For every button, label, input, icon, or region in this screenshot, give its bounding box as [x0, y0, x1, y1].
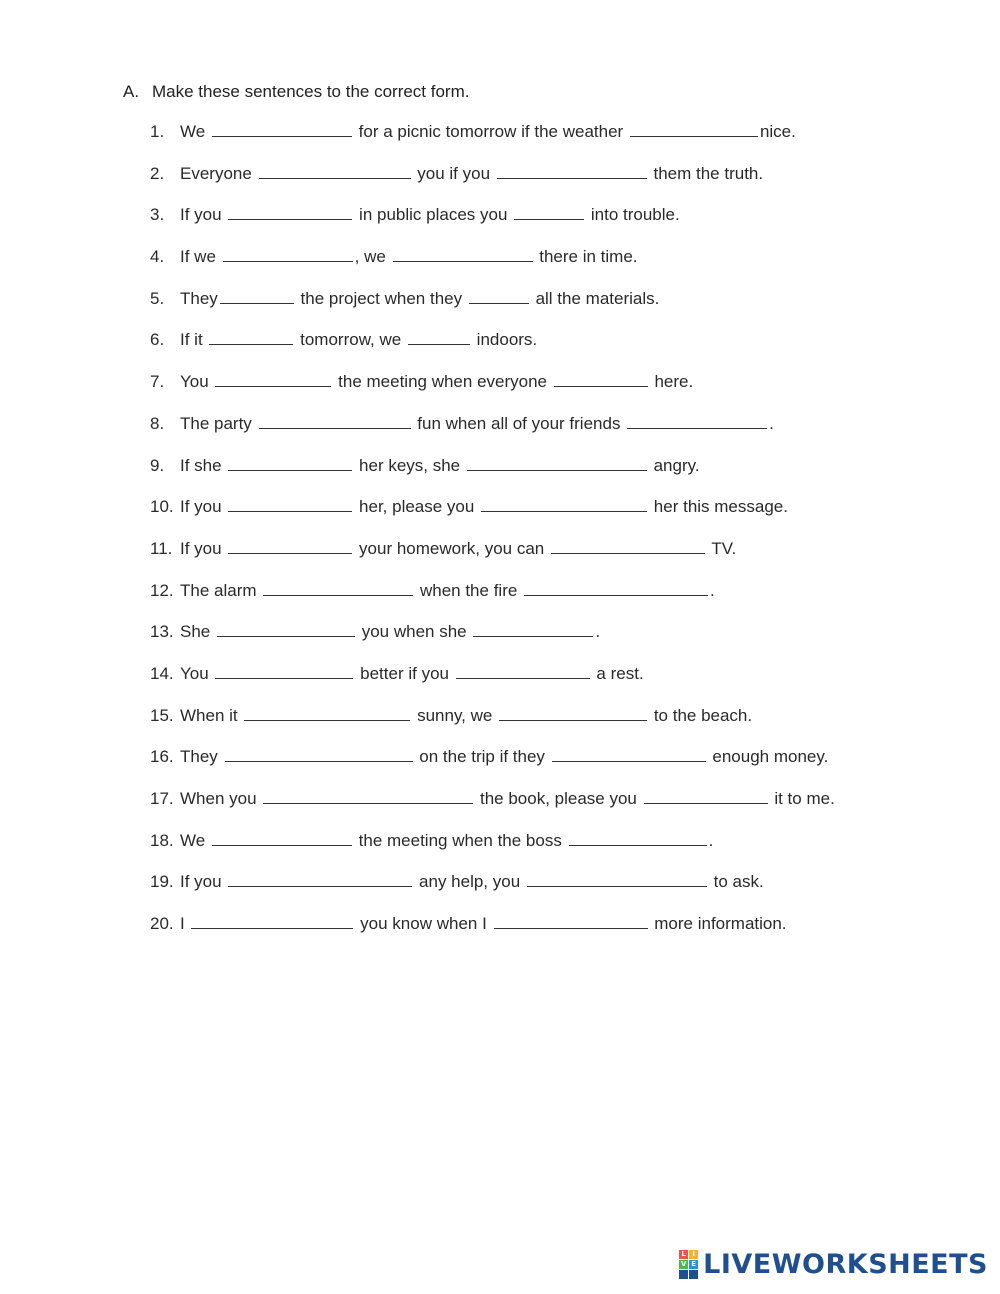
item-number: 2. [150, 163, 165, 183]
sentence-text: When it [180, 705, 243, 725]
logo-block: I [689, 1250, 698, 1259]
answer-blank[interactable] [569, 828, 707, 846]
item-number: 9. [150, 455, 165, 475]
sentence-text: it to me. [769, 789, 835, 808]
sentence-text: We [180, 122, 210, 141]
logo-text: LIVEWORKSHEETS [703, 1249, 988, 1280]
sentence-text: If it [180, 330, 208, 350]
sentence-text: her this message. [649, 497, 788, 517]
sentence-text: there in time. [534, 247, 638, 267]
answer-blank[interactable] [627, 411, 767, 429]
exercise-list [150, 119, 835, 953]
exercise-item [150, 453, 835, 495]
item-sentence [180, 744, 828, 770]
item-sentence [180, 244, 638, 270]
exercise-item [150, 786, 835, 828]
sentence-text: you know when I [355, 914, 492, 934]
answer-blank[interactable] [217, 619, 355, 637]
exercise-item [150, 619, 835, 661]
item-number: 12. [150, 580, 174, 600]
item-number: 14. [150, 663, 174, 683]
item-sentence [180, 286, 659, 312]
answer-blank[interactable] [644, 786, 768, 804]
exercise-item [150, 286, 835, 328]
sentence-text: to the beach. [649, 705, 753, 725]
answer-blank[interactable] [499, 703, 647, 721]
sentence-text: nice. [759, 122, 796, 141]
exercise-item [150, 828, 835, 870]
sentence-text: . [710, 580, 715, 600]
item-number: 20. [150, 914, 174, 934]
sentence-text: tomorrow, we [295, 330, 406, 350]
sentence-text: the meeting when everyone [333, 372, 552, 392]
answer-blank[interactable] [551, 536, 705, 554]
sentence-text: . [595, 622, 601, 642]
sentence-text: sunny, we [412, 705, 498, 725]
answer-blank[interactable] [263, 578, 413, 596]
item-number: 6. [150, 330, 165, 350]
sentence-text: . [708, 830, 714, 850]
answer-blank[interactable] [552, 744, 706, 762]
sentence-text: enough money. [707, 747, 829, 767]
sentence-text: If you [180, 497, 227, 517]
answer-blank[interactable] [408, 327, 470, 345]
logo-block [679, 1270, 688, 1279]
section-instruction: Make these sentences to the correct form. [152, 82, 470, 101]
answer-blank[interactable] [469, 286, 529, 304]
answer-blank[interactable] [497, 161, 647, 179]
sentence-text: The alarm [180, 580, 262, 600]
exercise-item [150, 244, 835, 286]
exercise-item [150, 703, 835, 745]
sentence-text: I [180, 914, 190, 934]
section-heading [123, 82, 469, 102]
sentence-text: If she [180, 455, 227, 475]
answer-blank[interactable] [473, 619, 593, 637]
sentence-text: a rest. [591, 663, 644, 683]
item-sentence [180, 869, 764, 895]
sentence-text: They [180, 288, 218, 308]
item-number: 15. [150, 705, 174, 725]
sentence-text: for a picnic tomorrow if the weather [353, 122, 628, 141]
answer-blank[interactable] [212, 119, 352, 137]
answer-blank[interactable] [630, 119, 758, 137]
sentence-text: Everyone [180, 163, 257, 183]
sentence-text: you if you [412, 163, 495, 183]
item-number: 11. [150, 538, 173, 558]
item-number: 1. [150, 122, 165, 141]
sentence-text: If you [180, 872, 227, 892]
sentence-text: here. [649, 372, 694, 392]
item-sentence [180, 661, 644, 687]
answer-blank[interactable] [393, 244, 533, 262]
item-sentence [180, 911, 787, 937]
answer-blank[interactable] [228, 869, 412, 887]
answer-blank[interactable] [494, 911, 648, 929]
answer-blank[interactable] [228, 494, 352, 512]
exercise-item [150, 494, 835, 536]
sentence-text: the meeting when the boss [353, 830, 567, 850]
sentence-text: when the fire [415, 580, 523, 600]
logo-block: E [689, 1260, 698, 1269]
item-number: 5. [150, 288, 165, 308]
answer-blank[interactable] [220, 286, 294, 304]
answer-blank[interactable] [228, 536, 352, 554]
item-number: 17. [150, 789, 174, 808]
sentence-text: , we [354, 247, 391, 267]
sentence-text: the book, please you [475, 789, 642, 808]
exercise-item [150, 661, 835, 703]
item-number: 16. [150, 747, 174, 767]
answer-blank[interactable] [524, 578, 708, 596]
sentence-text: indoors. [471, 330, 538, 350]
exercise-item [150, 411, 835, 453]
answer-blank[interactable] [259, 411, 411, 429]
sentence-text: to ask. [708, 872, 764, 892]
sentence-text: She [180, 622, 215, 642]
sentence-text: They [180, 747, 223, 767]
sentence-text: more information. [649, 914, 787, 934]
exercise-item [150, 161, 835, 203]
sentence-text: her, please you [354, 497, 480, 517]
answer-blank[interactable] [456, 661, 590, 679]
item-sentence [180, 411, 774, 437]
answer-blank[interactable] [259, 161, 411, 179]
sentence-text: into trouble. [586, 205, 680, 225]
item-sentence [180, 202, 680, 228]
item-number: 13. [150, 622, 174, 642]
sentence-text: them the truth. [648, 163, 764, 183]
sentence-text: her keys, she [354, 455, 465, 475]
answer-blank[interactable] [228, 453, 352, 471]
sentence-text: . [769, 413, 774, 433]
answer-blank[interactable] [228, 202, 352, 220]
sentence-text: When you [180, 789, 262, 808]
item-sentence [180, 786, 835, 812]
exercise-item [150, 119, 835, 161]
item-number: 7. [150, 372, 165, 392]
item-sentence [180, 828, 713, 854]
item-sentence [180, 119, 796, 145]
sentence-text: on the trip if they [414, 747, 550, 767]
answer-blank[interactable] [554, 369, 648, 387]
sentence-text: TV. [706, 538, 737, 558]
answer-blank[interactable] [263, 786, 473, 804]
sentence-text: You [180, 372, 214, 392]
item-sentence [180, 453, 700, 479]
item-sentence [180, 369, 693, 395]
sentence-text: you when she [356, 622, 472, 642]
exercise-item [150, 369, 835, 411]
sentence-text: fun when all of your friends [412, 413, 626, 433]
item-sentence [180, 161, 763, 187]
exercise-item [150, 578, 835, 620]
item-number: 18. [150, 830, 174, 850]
logo-block: L [679, 1250, 688, 1259]
sentence-text: the project when they [295, 288, 467, 308]
item-number: 19. [150, 872, 174, 892]
exercise-item [150, 911, 835, 953]
exercise-item [150, 744, 835, 786]
item-number: 3. [150, 205, 165, 225]
answer-blank[interactable] [481, 494, 647, 512]
answer-blank[interactable] [215, 661, 353, 679]
answer-blank[interactable] [215, 369, 331, 387]
sentence-text: If we [180, 247, 221, 267]
item-sentence [180, 327, 537, 353]
logo-block [689, 1270, 698, 1279]
item-sentence [180, 494, 788, 520]
logo-block: V [680, 1260, 687, 1268]
item-number: 4. [150, 247, 165, 267]
answer-blank[interactable] [467, 453, 647, 471]
exercise-item [150, 202, 835, 244]
sentence-text: If you [180, 205, 227, 225]
answer-blank[interactable] [225, 744, 413, 762]
answer-blank[interactable] [223, 244, 353, 262]
sentence-text: The party [180, 413, 257, 433]
exercise-item [150, 869, 835, 911]
exercise-item [150, 536, 835, 578]
answer-blank[interactable] [212, 828, 352, 846]
liveworksheets-logo [679, 1249, 988, 1280]
answer-blank[interactable] [527, 869, 707, 887]
section-letter: A. [123, 82, 140, 101]
answer-blank[interactable] [514, 202, 584, 220]
sentence-text: your homework, you can [354, 538, 549, 558]
logo-blocks-icon [679, 1250, 698, 1279]
item-number: 10. [150, 497, 174, 517]
item-sentence [180, 578, 715, 604]
sentence-text: better if you [355, 663, 454, 683]
sentence-text: any help, you [414, 872, 525, 892]
exercise-item [150, 327, 835, 369]
sentence-text: We [180, 830, 210, 850]
answer-blank[interactable] [244, 703, 410, 721]
sentence-text: You [180, 663, 214, 683]
sentence-text: all the materials. [530, 288, 660, 308]
answer-blank[interactable] [209, 327, 293, 345]
sentence-text: in public places you [354, 205, 513, 225]
item-sentence [180, 703, 752, 729]
item-sentence [180, 536, 736, 562]
sentence-text: angry. [648, 455, 700, 475]
sentence-text: If you [180, 538, 227, 558]
item-number: 8. [150, 413, 165, 433]
answer-blank[interactable] [191, 911, 353, 929]
item-sentence [180, 619, 600, 645]
